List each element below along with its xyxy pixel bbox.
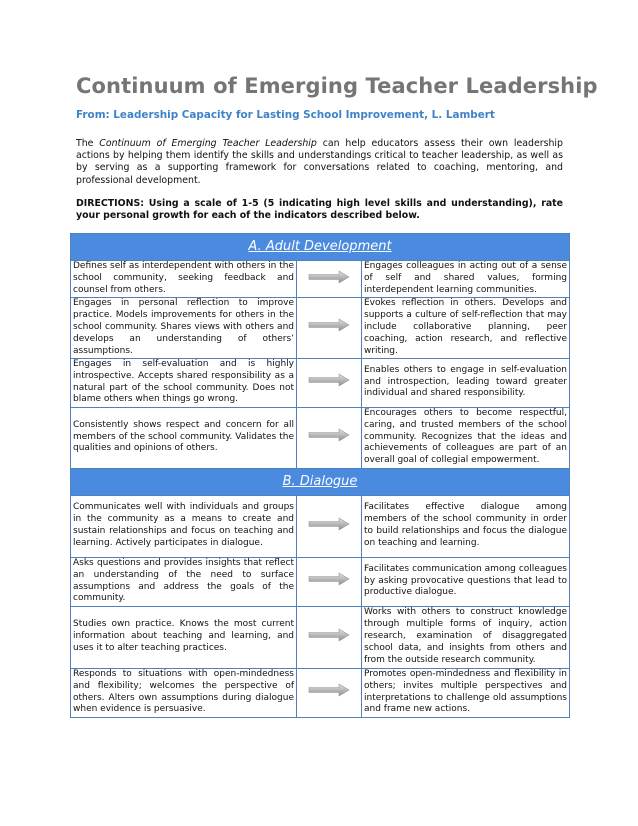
right-arrow-icon (308, 572, 350, 591)
right-indicator: Enables others to engage in self-evaluation and introspection, leading toward greater individual and shared responsibility. (362, 358, 570, 407)
left-indicator: Defines self as interdependent with others in the school community, seeking feedback and counsel from others. (71, 261, 297, 298)
arrow-cell (297, 358, 362, 407)
arrow-cell (297, 557, 362, 606)
arrow-cell (297, 298, 362, 359)
intro-suffix: can help educators assess their own leadership actions by helping them identify the skills and understandings critical to teacher leadership, as well as by serving as a supporting framework for conversations related to coaching, mentoring, and professional development. (76, 138, 563, 186)
arrow-cell (297, 495, 362, 557)
right-indicator: Facilitates effective dialogue among members of the school community in order to build relationships and focus the dialogue on teaching and learning. (362, 495, 570, 557)
left-indicator: Studies own practice. Knows the most current information about teaching and learning, and uses it to alter teaching practices. (71, 606, 297, 668)
right-indicator: Works with others to construct knowledge through multiple forms of inquiry, action research, examination of disaggregated school data, and insights from others and from the outside research community. (362, 606, 570, 668)
table-row (71, 261, 570, 298)
right-arrow-icon (308, 517, 350, 536)
right-indicator: Engages colleagues in acting out of a sense of self and shared values, forming interdependent learning communities. (362, 261, 570, 298)
table-row (71, 358, 570, 407)
right-indicator: Facilitates communication among colleagues by asking provocative questions that lead to productive dialogue. (362, 557, 570, 606)
table-row (71, 298, 570, 359)
right-arrow-icon (308, 270, 350, 289)
table-row (71, 407, 570, 468)
section-header-adult-development (71, 234, 570, 261)
right-arrow-icon (308, 683, 350, 702)
left-indicator: Consistently shows respect and concern for all members of the school community. Validates the qualities and opinions of others. (71, 407, 297, 468)
table-row (71, 495, 570, 557)
right-arrow-icon (308, 428, 350, 447)
arrow-cell (297, 407, 362, 468)
arrow-cell (297, 668, 362, 717)
right-indicator: Encourages others to become respectful, caring, and trusted members of the school community. Recognizes that the ideas and achievements of colleagues are part of an overall goal of collegial empowerment. (362, 407, 570, 468)
section-title: B. Dialogue (71, 468, 570, 495)
source-line: From: Leadership Capacity for Lasting School Improvement, L. Lambert (76, 109, 495, 121)
table-row (71, 606, 570, 668)
right-indicator: Promotes open-mindedness and flexibility in others; invites multiple perspectives and interpretations to challenge old assumptions and frame new actions. (362, 668, 570, 717)
table-row (71, 668, 570, 717)
intro-paragraph (76, 138, 563, 187)
left-indicator: Engages in personal reflection to improve practice. Models improvements for others in the school community. Shares views with others and develops an understanding of others’ assumptions. (71, 298, 297, 359)
left-indicator: Communicates well with individuals and groups in the community as a means to create and sustain relationships and focus on teaching and learning. Actively participates in dialogue. (71, 495, 297, 557)
left-indicator: Engages in self-evaluation and is highly introspective. Accepts shared responsibility as a natural part of the school community. Does not blame others when things go wrong. (71, 358, 297, 407)
right-indicator: Evokes reflection in others. Develops and supports a culture of self-reflection that may include collaborative planning, peer coaching, action research, and reflective writing. (362, 298, 570, 359)
section-title: A. Adult Development (71, 234, 570, 261)
arrow-cell (297, 261, 362, 298)
right-arrow-icon (308, 373, 350, 392)
right-arrow-icon (308, 318, 350, 337)
intro-italic-title: Continuum of Emerging Teacher Leadership (99, 138, 317, 149)
left-indicator: Asks questions and provides insights that reflect an understanding of the need to surface assumptions and address the goals of the community. (71, 557, 297, 606)
intro-prefix: The (76, 138, 100, 149)
directions-paragraph: DIRECTIONS: Using a scale of 1-5 (5 indicating high level skills and understanding), rate your personal growth for each of the indicators described below. (76, 198, 563, 222)
table-row (71, 557, 570, 606)
page-title: Continuum of Emerging Teacher Leadership (76, 74, 598, 98)
continuum-table (70, 233, 570, 718)
right-arrow-icon (308, 628, 350, 647)
section-header-dialogue (71, 468, 570, 495)
left-indicator: Responds to situations with open-mindedness and flexibility; welcomes the perspective of others. Alters own assumptions during dialogue when evidence is persuasive. (71, 668, 297, 717)
arrow-cell (297, 606, 362, 668)
